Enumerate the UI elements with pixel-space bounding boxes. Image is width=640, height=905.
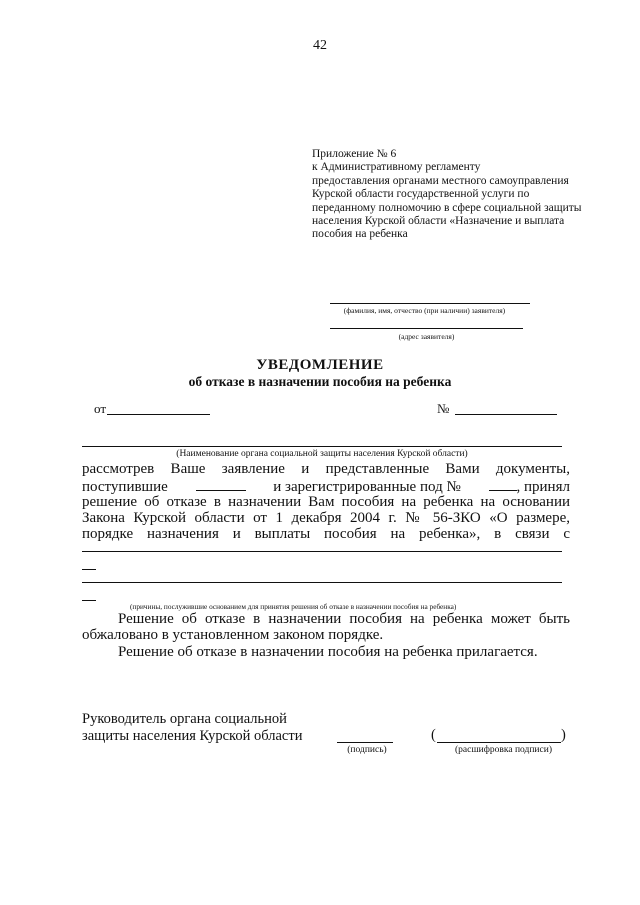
close-paren: ) — [561, 727, 566, 743]
applicant-address-line[interactable] — [330, 328, 523, 329]
body-line-2-start: поступившие — [82, 479, 168, 495]
registration-number-field[interactable] — [489, 478, 517, 491]
open-paren: ( — [431, 727, 436, 743]
signature-caption: (подпись) — [347, 745, 387, 755]
reasons-line-1[interactable] — [82, 551, 562, 552]
document-subtitle: об отказе в назначении пособия на ребенка — [188, 374, 452, 389]
number-field[interactable] — [455, 414, 557, 415]
appendix-line: предоставления органами местного самоуправления — [312, 174, 569, 187]
appeal-paragraph-line-2: обжаловано в установленном законом порядке. — [82, 627, 384, 643]
document-title: УВЕДОМЛЕНИЕ — [256, 357, 384, 373]
appendix-line: Приложение № 6 — [312, 148, 397, 160]
organ-caption: (Наименование органа социальной защиты населения Курской области) — [176, 449, 468, 459]
body-line-5: порядке назначения и выплаты пособия на ребенка», в связи с — [82, 526, 570, 542]
body-line-4: Закона Курской области от 1 декабря 2004 г. № 56-ЗКО «О размере, — [82, 510, 570, 526]
signature-decode-caption: (расшифровка подписи) — [455, 745, 552, 755]
page-number: 42 — [313, 38, 327, 53]
appendix-line: Курской области государственной услуги по — [312, 188, 530, 201]
head-title-line-2: защиты населения Курской области — [82, 728, 303, 744]
date-from-label: от — [94, 401, 107, 416]
reasons-dash-1 — [82, 569, 96, 570]
appendix-line: пособия на ребенка — [312, 228, 408, 241]
applicant-name-caption: (фамилия, имя, отчество (при наличии) заявителя) — [343, 306, 506, 315]
applicant-address-caption: (адрес заявителя) — [398, 332, 455, 341]
body-line-3: решение об отказе в назначении Вам пособия на ребенка на основании — [82, 494, 570, 510]
date-from-field[interactable] — [107, 414, 210, 415]
number-label: № — [437, 401, 450, 416]
signature-decode-field[interactable] — [437, 742, 561, 743]
signature-field[interactable] — [337, 742, 393, 743]
appendix-line: к Административному регламенту — [312, 161, 481, 174]
reasons-caption: (причины, послужившие основанием для принятия решения об отказе в назначении пособия на ребенка) — [130, 602, 457, 611]
head-title-line-1: Руководитель органа социальной — [82, 711, 287, 727]
appendix-line: переданному полномочию в сфере социальной защиты — [312, 201, 582, 214]
body-line-1: рассмотрев Ваше заявление и представленные Вами документы, — [82, 461, 570, 477]
appeal-paragraph-line-1: Решение об отказе в назначении пособия на ребенка может быть — [118, 611, 570, 627]
attachment-paragraph: Решение об отказе в назначении пособия на ребенка прилагается. — [118, 644, 538, 660]
appendix-line: населения Курской области «Назначение и выплата — [312, 215, 565, 228]
body-line-2-middle: и зарегистрированные под № — [273, 479, 461, 495]
organ-name-line[interactable] — [82, 446, 562, 447]
applicant-name-line[interactable] — [330, 303, 530, 304]
reasons-line-2[interactable] — [82, 582, 562, 583]
reasons-dash-2 — [82, 600, 96, 601]
appendix-header — [312, 148, 602, 242]
received-date-field[interactable] — [196, 478, 246, 491]
body-line-2-end: , принял — [516, 479, 570, 495]
